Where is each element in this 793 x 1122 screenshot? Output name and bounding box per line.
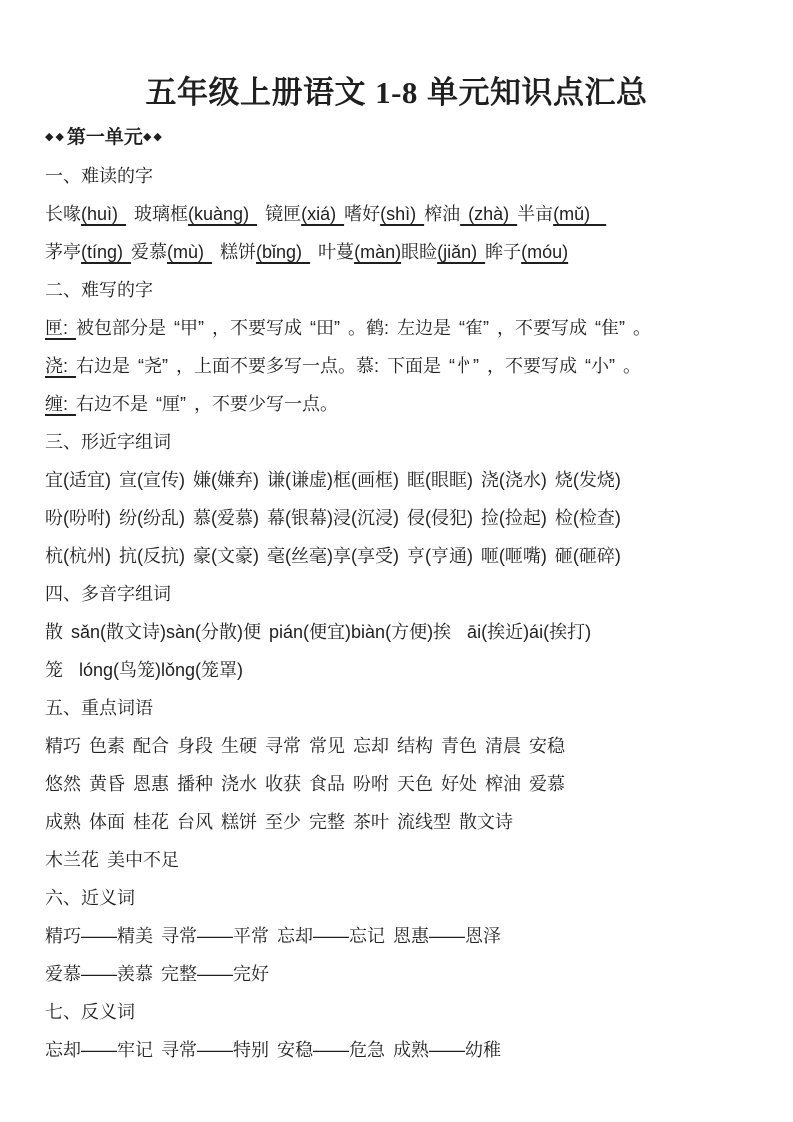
text-line: 宜(适宜) 宣(宣传) 嫌(嫌弃) 谦(谦虚)框(画框) 眶(眼眶) 浇(浇水) 烧(发烧) <box>45 470 621 490</box>
section-heading-synonyms: 六、近义词 <box>45 888 135 908</box>
text-line: 忘却——牢记 寻常——特别 安稳——危急 成熟——幼稚 <box>45 1040 502 1060</box>
text-line: 爱慕——羡慕 完整——完好 <box>45 964 270 984</box>
section-heading-key-words: 五、重点词语 <box>45 698 153 718</box>
text-line: 成熟 体面 桂花 台风 糕饼 至少 完整 茶叶 流线型 散文诗 <box>45 812 514 832</box>
title-unit-range: 1-8 <box>375 75 418 110</box>
text-line: 匣: 被包部分是 “甲” ，不要写成 “田” 。鹤: 左边是 “隺” ，不要写成 “隹” 。 <box>45 318 651 338</box>
diamond-decoration-left: ◆◆ <box>45 131 66 143</box>
title-text-suffix: 单元知识点汇总 <box>417 75 648 110</box>
text-line: 缠: 右边不是 “厘” ，不要少写一点。 <box>45 394 339 414</box>
text-line: 长喙(huì) 玻璃框(kuàng) 镜匣(xiá) 嗜好(shì) 榨油 (zhà) 半亩(mǔ) <box>45 204 607 224</box>
text-line: 木兰花 美中不足 <box>45 850 180 870</box>
text-line: 散 sǎn(散文诗)sàn(分散)便 pián(便宜)biàn(方便)挨 āi(挨近)ái(挨打) <box>45 622 592 642</box>
unit-header-label: 第一单元 <box>66 127 143 148</box>
text-line: 笼 lóng(鸟笼)lǒng(笼罩) <box>45 660 244 680</box>
section-heading-polyphonic-characters: 四、多音字组词 <box>45 584 171 604</box>
text-line: 精巧——精美 寻常——平常 忘却——忘记 恩惠——恩泽 <box>45 926 502 946</box>
text-line: 精巧 色素 配合 身段 生硬 寻常 常见 忘却 结构 青色 清晨 安稳 <box>45 736 566 756</box>
text-line: 悠然 黄昏 恩惠 播种 浇水 收获 食品 吩咐 天色 好处 榨油 爱慕 <box>45 774 566 794</box>
section-heading-similar-characters: 三、形近字组词 <box>45 432 171 452</box>
text-line: 杭(杭州) 抗(反抗) 豪(文豪) 毫(丝毫)享(享受) 亨(亨通) 咂(咂嘴) 砸(砸碎) <box>45 546 621 566</box>
page-title <box>45 68 748 118</box>
title-text-prefix: 五年级上册语文 <box>145 75 376 110</box>
section-heading-hard-to-read: 一、难读的字 <box>45 166 153 186</box>
diamond-decoration-right: ◆◆ <box>142 131 164 143</box>
section-heading-antonyms: 七、反义词 <box>45 1002 135 1022</box>
section-heading-hard-to-write: 二、难写的字 <box>45 280 153 300</box>
text-line: 茅亭(tíng) 爱慕(mù) 糕饼(bǐng) 叶蔓(màn)眼睑(jiǎn) 眸子(móu) <box>45 242 569 262</box>
text-line: 吩(吩咐) 纷(纷乱) 慕(爱慕) 幕(银幕)浸(沉浸) 侵(侵犯) 捡(捡起) 检(检查) <box>45 508 621 528</box>
text-line: 浇: 右边是 “尧” ，上面不要多写一点。慕: 下面是 “㣺” ，不要写成 “小” 。 <box>45 356 641 376</box>
unit-header <box>45 118 748 157</box>
